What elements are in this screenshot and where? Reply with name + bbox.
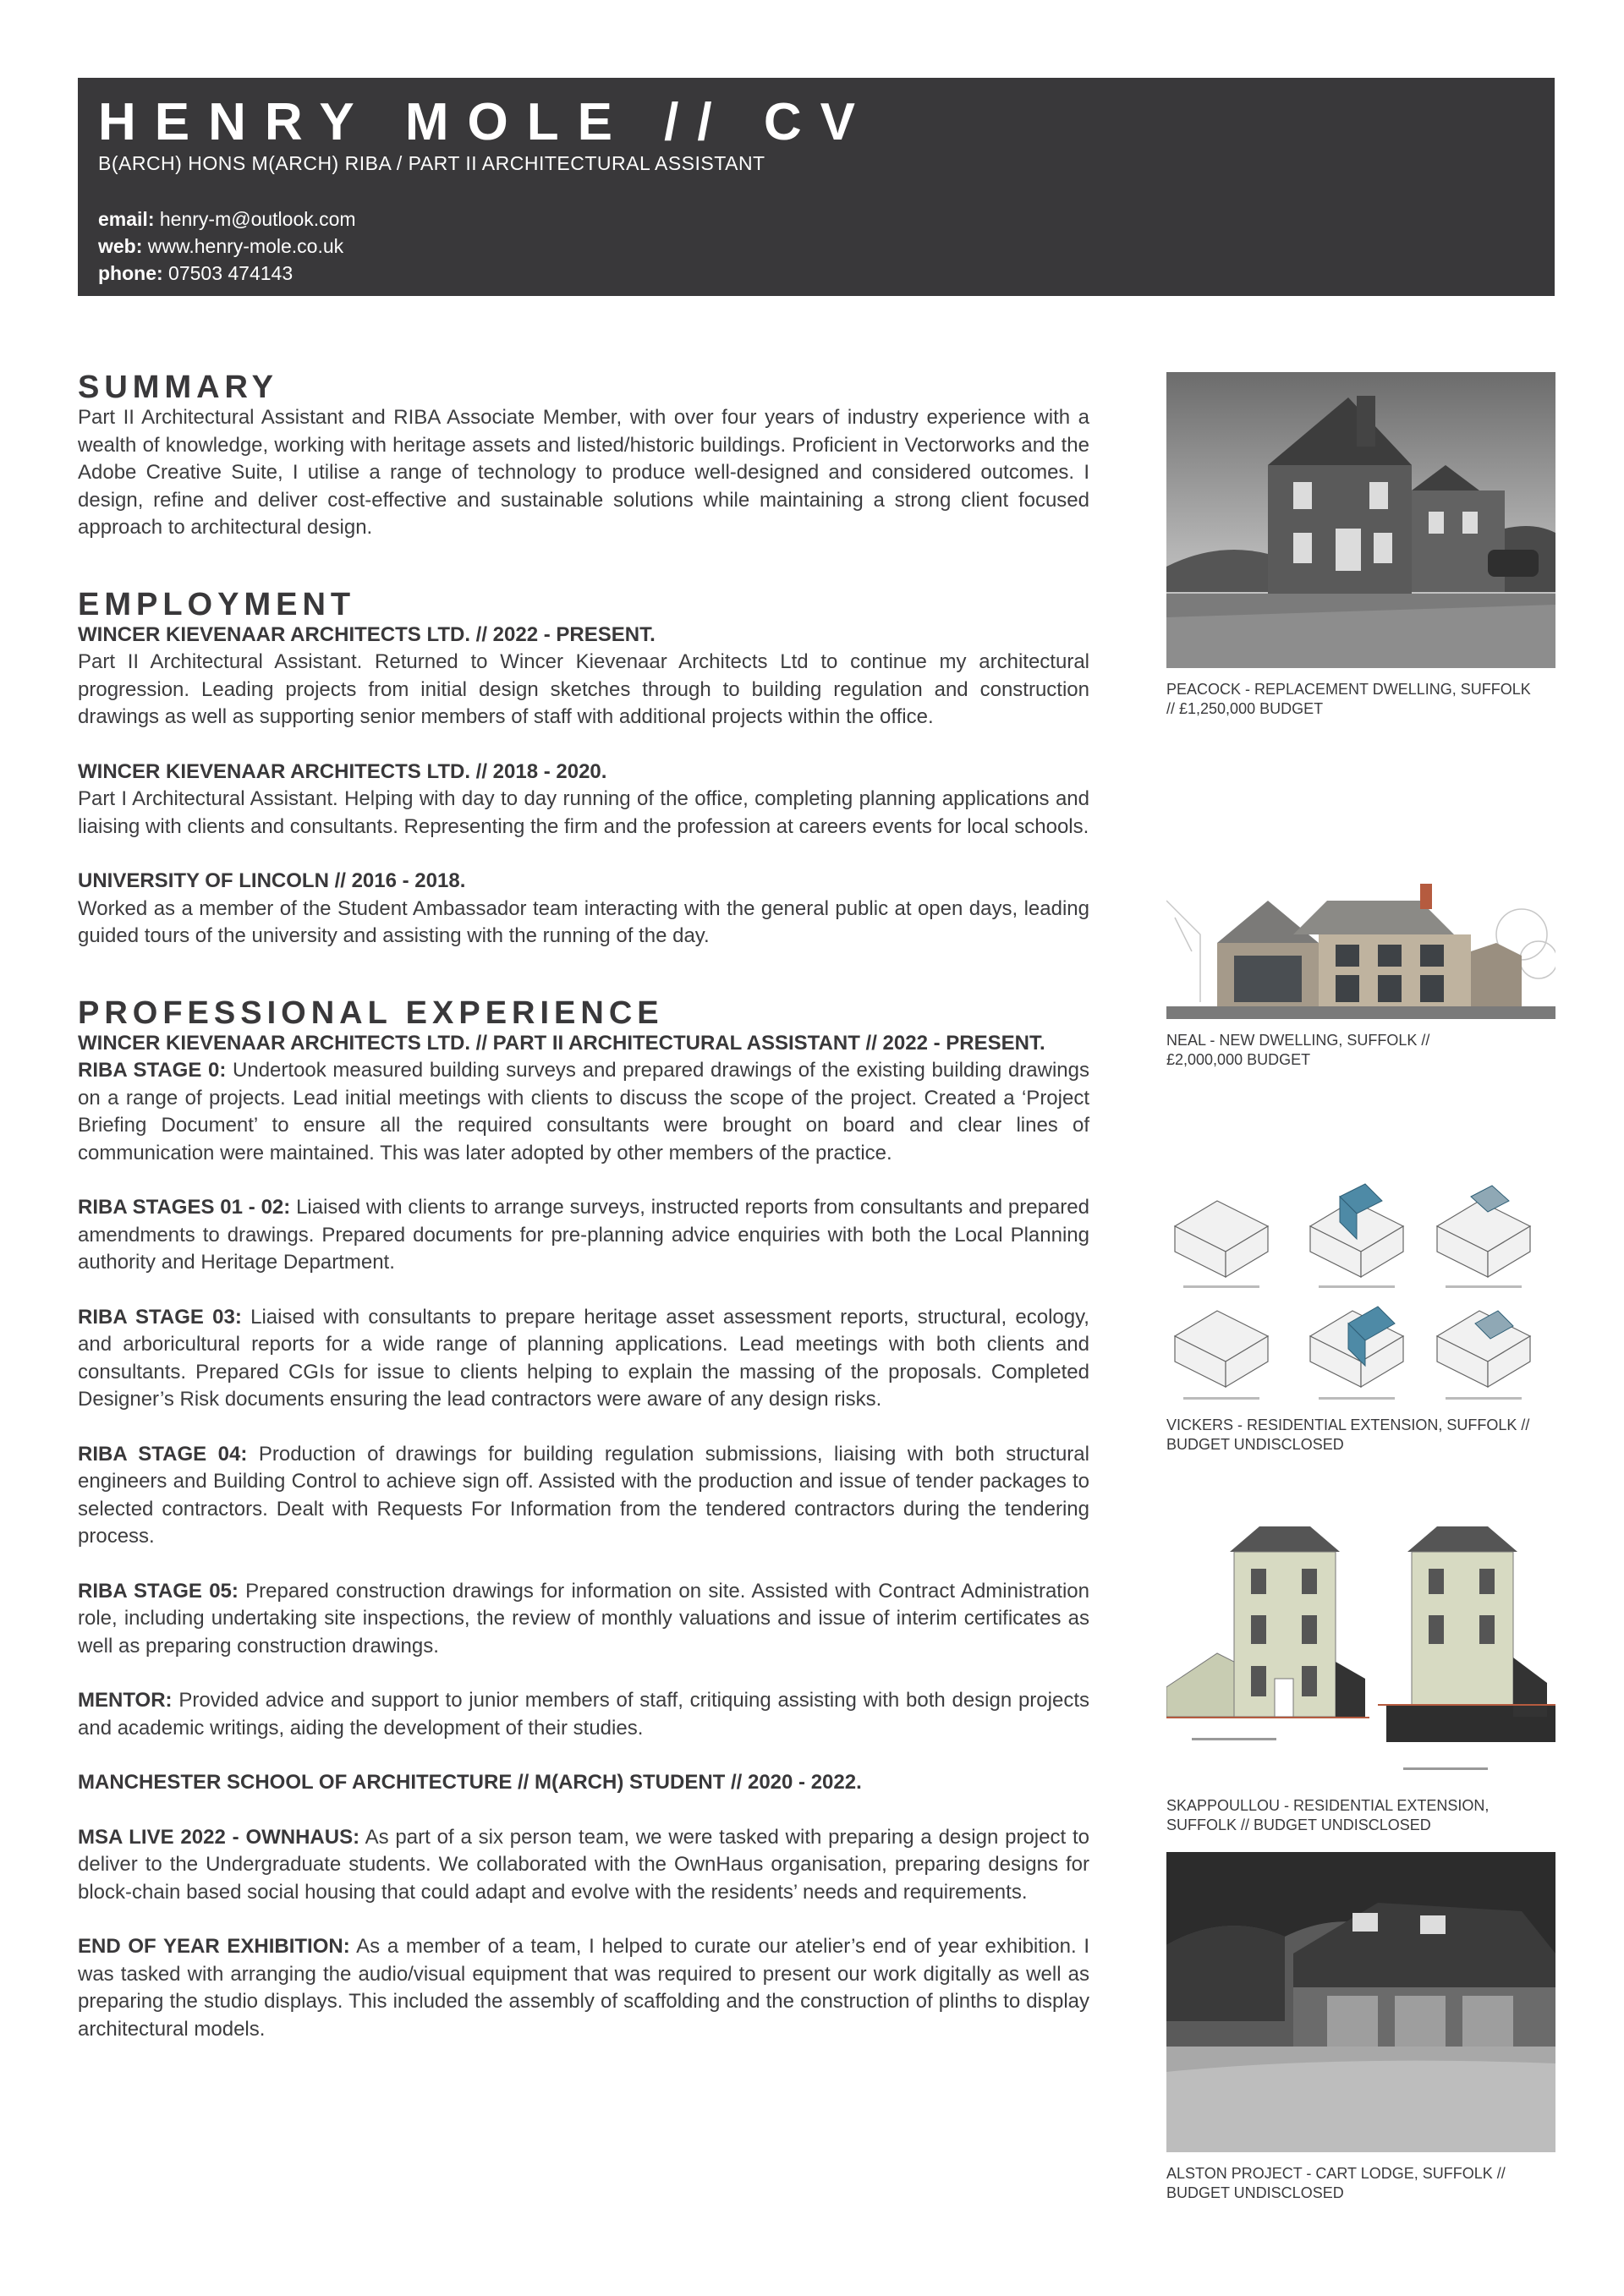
project-peacock (1166, 372, 1555, 719)
main-column (78, 370, 1089, 2043)
experience-label: END OF YEAR EXHIBITION: (78, 1935, 350, 1958)
caption-line: // £1,250,000 BUDGET (1166, 700, 1324, 717)
web-link[interactable]: www.henry-mole.co.uk (147, 235, 344, 257)
cv-name: HENRY MOLE // CV (98, 93, 874, 151)
experience-item (78, 1687, 1089, 1742)
experience-item (78, 1933, 1089, 2043)
experience-item (78, 1824, 1089, 1907)
project-skappoullou (1166, 1476, 1555, 1835)
project-caption (1166, 680, 1555, 719)
caption-line: ALSTON PROJECT - CART LODGE, SUFFOLK // (1166, 2165, 1506, 2182)
alston-image (1166, 1852, 1555, 2152)
email-label: email: (98, 208, 155, 230)
experience-item (78, 1578, 1089, 1661)
email-line (98, 205, 1534, 233)
experience-text: Prepared construction drawings for information on site. Assisted with Contract Administration role, including undertaking site inspections, the review of monthly valuations and issue of interim certificates as well as preparing construction drawings. (78, 1579, 1089, 1658)
experience-item (78, 1441, 1089, 1551)
elevation-drawing (1166, 884, 1555, 1019)
job-heading: WINCER KIEVENAAR ARCHITECTS LTD. // 2022 - PRESENT. (78, 622, 656, 646)
experience-label: MSA LIVE 2022 - OWNHAUS: (78, 1825, 360, 1849)
experience-label: MENTOR: (78, 1689, 173, 1712)
caption-line: PEACOCK - REPLACEMENT DWELLING, SUFFOLK (1166, 681, 1531, 698)
caption-line: BUDGET UNDISCLOSED (1166, 1436, 1344, 1453)
experience-label: RIBA STAGES 01 - 02: (78, 1196, 291, 1219)
job-heading: WINCER KIEVENAAR ARCHITECTS LTD. // 2018 - 2020. (78, 759, 607, 783)
job-text: Part I Architectural Assistant. Helping with day to day running of the office, completing planning applications and liaising with clients and consultants. Representing the firm and the profession at careers events for local schools. (78, 787, 1089, 838)
phone-line (98, 260, 1534, 287)
skappoullou-image (1166, 1476, 1555, 1784)
experience-text: Production of drawings for building regulation submissions, liaising with both structural engineers and Building Control to achieve sign off. Assisted with the production and issue of tender packages to selected contractors. Dealt with Requests For Information from the tendered contractors during the tendering process. (78, 1442, 1089, 1548)
caption-line: SKAPPOULLOU - RESIDENTIAL EXTENSION, (1166, 1797, 1490, 1814)
axonometric-drawings (1166, 1175, 1555, 1404)
summary-title: SUMMARY (78, 370, 278, 405)
summary-text: Part II Architectural Assistant and RIBA Associate Member, with over four years of industry experience with a wealth of knowledge, working with heritage assets and listed/historic buildings. Proficient in Vectorworks and the Adobe Creative Suite, I utilise a range of technology to produce well-designed and considered outcomes. I design, refine and deliver cost-effective and sustainable solutions while maintaining a strong client focused approach to architectural design. (78, 406, 1089, 539)
experience-item (78, 1304, 1089, 1414)
contact-block (98, 205, 1534, 287)
project-alston (1166, 1852, 1555, 2203)
experience-heading: MANCHESTER SCHOOL OF ARCHITECTURE // M(ARCH) STUDENT // 2020 - 2022. (78, 1771, 862, 1794)
project-vickers (1166, 1175, 1555, 1455)
phone-label: phone: (98, 262, 163, 284)
cart-lodge-photo-illustration (1166, 1852, 1555, 2152)
web-line (98, 233, 1534, 260)
experience-text: Liaised with consultants to prepare heritage asset assessment reports, structural, ecology, and arboricultural reports for a wide range of planning applications. Lead meetings with both clients and consultants. Prepared CGIs for issue to clients helping to explain the massing of the proposals. Completed Designer’s Risk documents ensuring the lead contractors were aware of any design risks. (78, 1305, 1089, 1411)
experience-text: As part of a six person team, we were tasked with preparing a design project to deliver to the Undergraduate students. We collaborated with the OwnHaus organisation, preparing designs for block-chain based social housing that could adapt and evolve with the residents’ needs and requirements. (78, 1825, 1089, 1904)
caption-line: VICKERS - RESIDENTIAL EXTENSION, SUFFOLK // (1166, 1417, 1530, 1433)
experience-text: Liaised with clients to arrange surveys, instructed reports from consultants and prepared amendments to drawings. Prepared documents for pre-planning advice enquiries with both the Local Planning authority and Heritage Department. (78, 1196, 1089, 1274)
experience-heading: WINCER KIEVENAAR ARCHITECTS LTD. // PART II ARCHITECTURAL ASSISTANT // 2022 - PRESENT. (78, 1031, 1045, 1055)
cv-header (78, 78, 1555, 296)
experience-item (78, 1194, 1089, 1277)
peacock-image (1166, 372, 1555, 668)
neal-image (1166, 884, 1555, 1019)
cv-subtitle: B(ARCH) HONS M(ARCH) RIBA / PART II ARCHITECTURAL ASSISTANT (98, 152, 765, 174)
project-caption (1166, 1031, 1555, 1070)
web-label: web: (98, 235, 143, 257)
vickers-image (1166, 1175, 1555, 1404)
caption-line: £2,000,000 BUDGET (1166, 1051, 1311, 1068)
experience-label: RIBA STAGE 03: (78, 1305, 242, 1329)
email-link[interactable]: henry-m@outlook.com (159, 208, 356, 230)
job-text: Worked as a member of the Student Ambassador team interacting with the general public at open days, leading guided tours of the university and assisting with the running of the day. (78, 896, 1089, 947)
project-caption (1166, 1796, 1555, 1835)
phone-number: 07503 474143 (168, 262, 294, 284)
employment-title: EMPLOYMENT (78, 586, 356, 622)
experience-text: Undertook measured building surveys and prepared drawings of the existing building drawings on a range of projects. Lead initial meetings with clients to discuss the scope of the project. Created a ‘Project Briefing Document’ to ensure all the required consultants were brought on board and clear lines of communication were maintained. This was later adopted by other members of the practice. (78, 1059, 1089, 1164)
job-text: Part II Architectural Assistant. Returned to Wincer Kievenaar Architects Ltd to continue my architectural progression. Leading projects from initial design sketches through to building regulation and construction drawings as well as supporting senior members of staff with additional projects within the office. (78, 650, 1089, 728)
experience-label: RIBA STAGE 04: (78, 1442, 248, 1466)
experience-text: As a member of a team, I helped to curate our atelier’s end of year exhibition. I was tasked with arranging the audio/visual equipment that was required to present our work digitally as well as preparing the studio displays. This included the assembly of scaffolding and the construction of plinths to display architectural models. (78, 1935, 1090, 2041)
experience-label: RIBA STAGE 0: (78, 1059, 227, 1082)
experience-text: Provided advice and support to junior members of staff, critiquing assisting with both design projects and academic writings, aiding the development of their studies. (78, 1689, 1089, 1740)
caption-line: SUFFOLK // BUDGET UNDISCLOSED (1166, 1817, 1431, 1833)
elevation-drawings (1166, 1476, 1555, 1784)
experience-title: PROFESSIONAL EXPERIENCE (78, 995, 664, 1031)
experience-item (78, 1057, 1089, 1167)
project-caption (1166, 1416, 1555, 1455)
project-neal (1166, 884, 1555, 1070)
caption-line: BUDGET UNDISCLOSED (1166, 2184, 1344, 2201)
experience-label: RIBA STAGE 05: (78, 1579, 239, 1603)
job-heading: UNIVERSITY OF LINCOLN // 2016 - 2018. (78, 869, 466, 892)
house-photo-illustration (1166, 372, 1555, 668)
caption-line: NEAL - NEW DWELLING, SUFFOLK // (1166, 1032, 1430, 1049)
project-caption (1166, 2164, 1555, 2203)
